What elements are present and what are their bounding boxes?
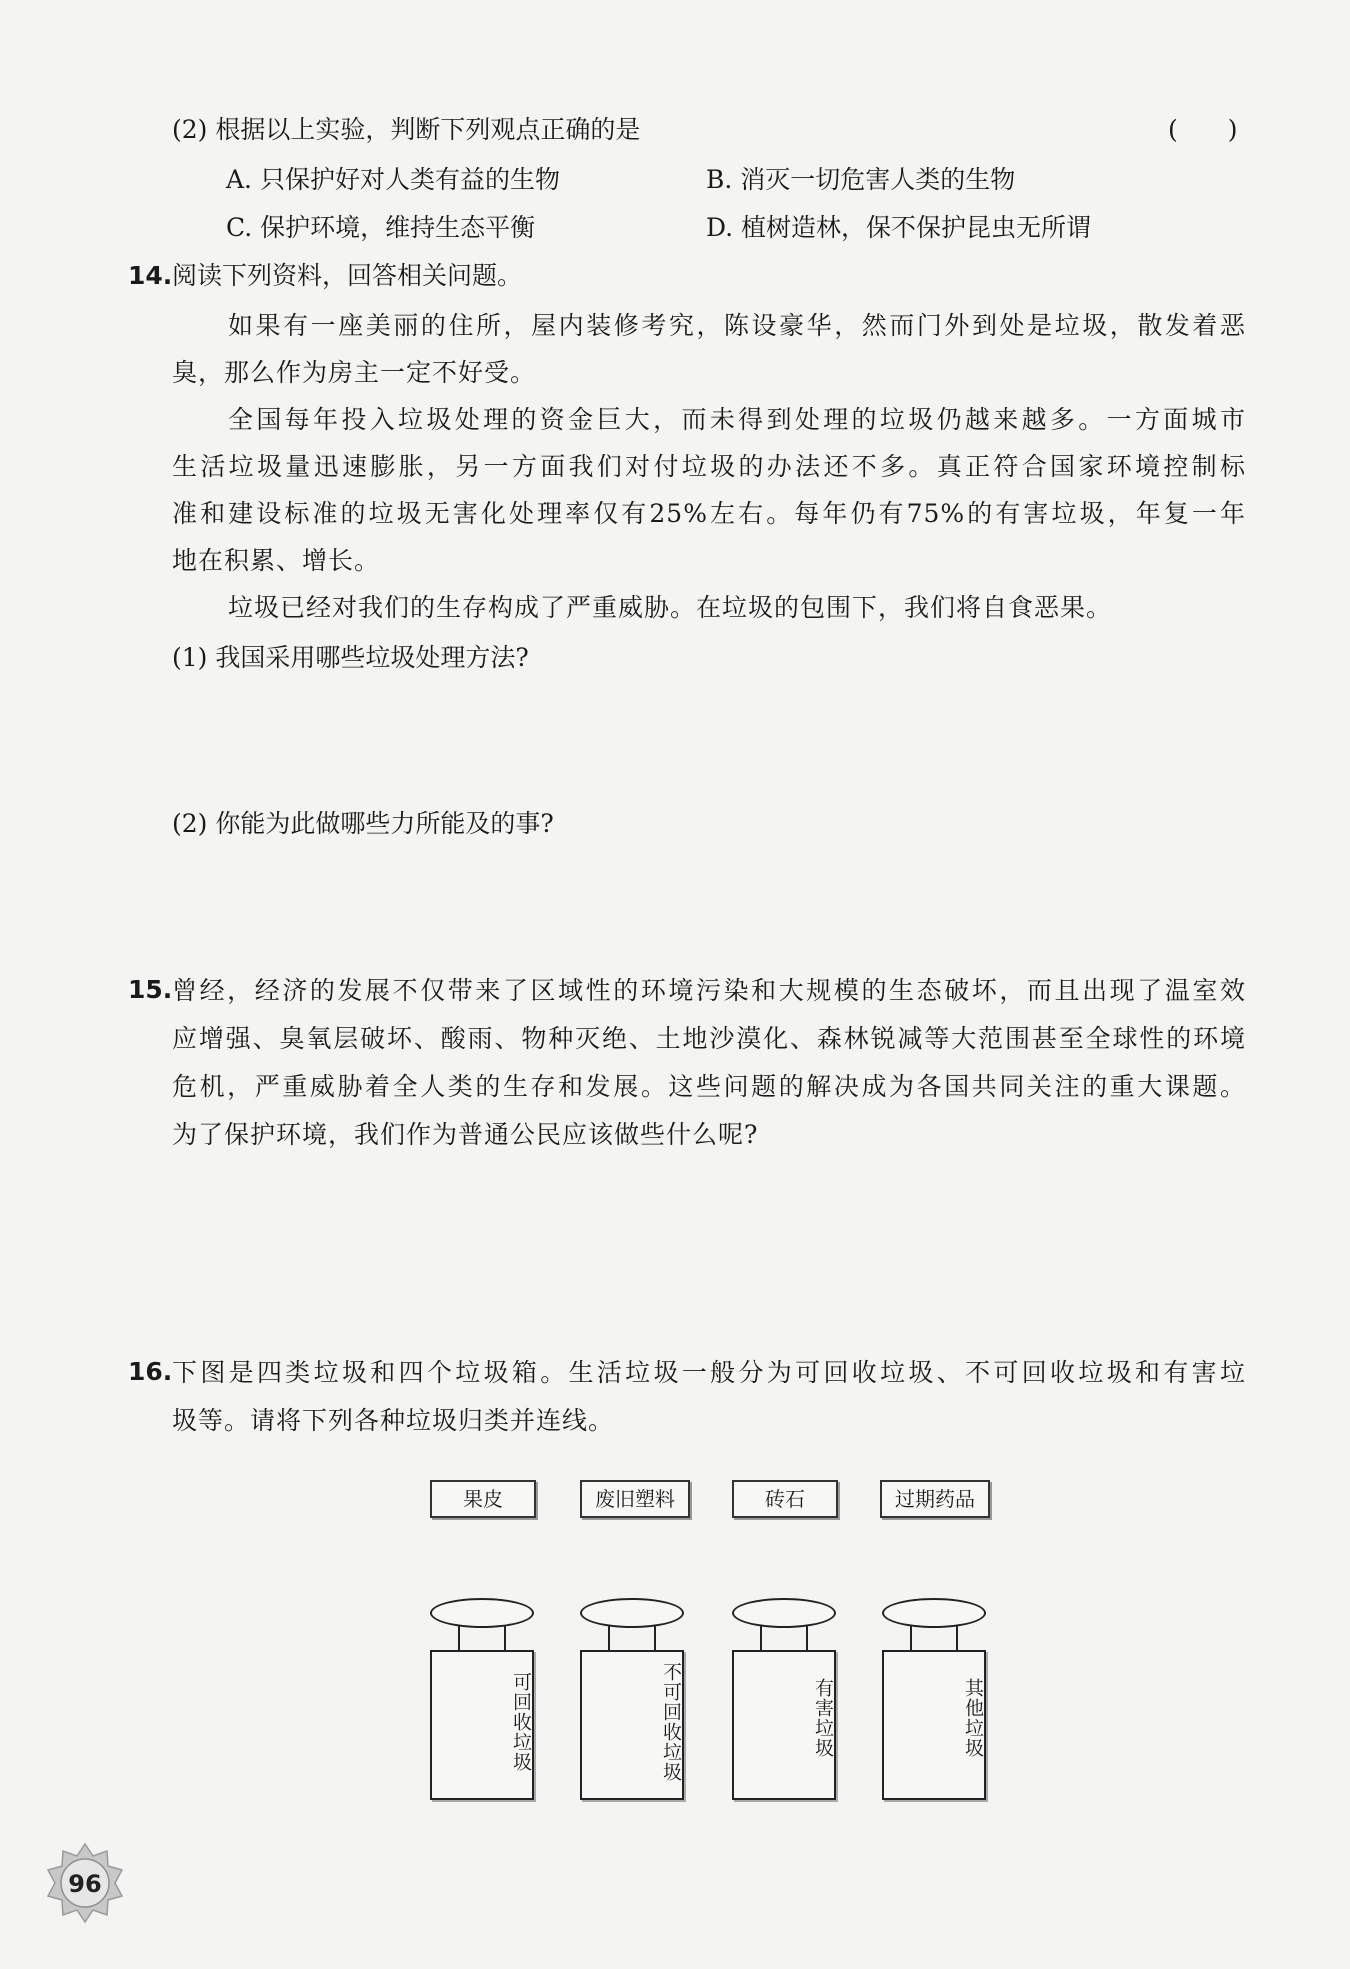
q15-line-1: 曾经，经济的发展不仅带来了区域性的环境污染和大规模的生态破坏，而且出现了温室效 xyxy=(172,976,1246,1005)
bin-label: 其他垃圾 xyxy=(962,1678,984,1758)
bin-label: 不可回收垃圾 xyxy=(660,1662,682,1782)
bin-lid xyxy=(732,1598,836,1628)
bin-recyclable[interactable] xyxy=(430,1598,534,1798)
q16-number: 16. xyxy=(128,1357,173,1386)
q13-option-b[interactable]: B. 消灭一切危害人类的生物 xyxy=(706,165,1016,194)
garbage-item-fruit-peel[interactable]: 果皮 xyxy=(430,1480,536,1518)
q14-material-paragraph-1 xyxy=(172,302,1246,396)
q14-material-paragraph-3 xyxy=(172,584,1246,631)
bin-body xyxy=(882,1650,986,1800)
bin-neck xyxy=(458,1626,506,1650)
bin-lid xyxy=(882,1598,986,1628)
garbage-item-bricks[interactable]: 砖石 xyxy=(732,1480,838,1518)
q15-line-3: 危机，严重威胁着全人类的生存和发展。这些问题的解决成为各国共同关注的重大课题。 xyxy=(172,1072,1246,1101)
q14-p3-line-1: 垃圾已经对我们的生存构成了严重威胁。在垃圾的包围下，我们将自食恶果。 xyxy=(228,593,1113,622)
q16-line-1: 下图是四类垃圾和四个垃圾箱。生活垃圾一般分为可回收垃圾、不可回收垃圾和有害垃 xyxy=(172,1358,1246,1387)
bin-body xyxy=(580,1650,684,1800)
bin-body xyxy=(430,1650,534,1800)
bin-other[interactable] xyxy=(882,1598,986,1798)
q14-p1-line-2: 臭，那么作为房主一定不好受。 xyxy=(172,358,537,387)
q14-p2-line-1: 全国每年投入垃圾处理的资金巨大，而未得到处理的垃圾仍越来越多。一方面城市 xyxy=(228,405,1246,434)
bin-lid xyxy=(580,1598,684,1628)
q15-number: 15. xyxy=(128,975,173,1004)
bin-neck xyxy=(910,1626,958,1650)
bin-hazardous[interactable] xyxy=(732,1598,836,1798)
bin-body xyxy=(732,1650,836,1800)
bin-non-recyclable[interactable] xyxy=(580,1598,684,1798)
q13-option-c[interactable]: C. 保护环境，维持生态平衡 xyxy=(226,213,536,242)
q15-text xyxy=(172,967,1246,1159)
q14-material-paragraph-2 xyxy=(172,396,1246,584)
bin-neck xyxy=(608,1626,656,1650)
q14-number: 14. xyxy=(128,261,173,290)
q14-p2-line-3: 准和建设标准的垃圾无害化处理率仅有25%左右。每年仍有75%的有害垃圾，年复一年 xyxy=(172,499,1246,528)
q13-answer-blank[interactable]: ( ) xyxy=(1168,115,1238,144)
q13-option-a[interactable]: A. 只保护好对人类有益的生物 xyxy=(226,165,560,194)
bin-label: 有害垃圾 xyxy=(812,1678,834,1758)
bin-label: 可回收垃圾 xyxy=(510,1672,532,1772)
q14-prompt: 阅读下列资料，回答相关问题。 xyxy=(172,261,523,290)
garbage-item-waste-plastic[interactable]: 废旧塑料 xyxy=(580,1480,690,1518)
bin-neck xyxy=(760,1626,808,1650)
q16-line-2: 圾等。请将下列各种垃圾归类并连线。 xyxy=(172,1406,615,1435)
q14-p1-line-1: 如果有一座美丽的住所，屋内装修考究，陈设豪华，然而门外到处是垃圾，散发着恶 xyxy=(228,311,1246,340)
bin-lid xyxy=(430,1598,534,1628)
page-number-badge xyxy=(44,1842,126,1924)
q13-part2-question: (2) 根据以上实验，判断下列观点正确的是 xyxy=(172,115,641,144)
garbage-item-expired-medicine[interactable]: 过期药品 xyxy=(880,1480,990,1518)
q13-option-d[interactable]: D. 植树造林，保不保护昆虫无所谓 xyxy=(706,213,1092,242)
q14-p2-line-4: 地在积累、增长。 xyxy=(172,546,381,575)
q16-text xyxy=(172,1349,1246,1445)
q14-subquestion-2: (2) 你能为此做哪些力所能及的事? xyxy=(172,809,554,838)
q14-subquestion-1: (1) 我国采用哪些垃圾处理方法? xyxy=(172,643,529,672)
q15-line-4: 为了保护环境，我们作为普通公民应该做些什么呢? xyxy=(172,1120,759,1149)
q14-p2-line-2: 生活垃圾量迅速膨胀，另一方面我们对付垃圾的办法还不多。真正符合国家环境控制标 xyxy=(172,452,1246,481)
page-number: 96 xyxy=(68,1870,102,1898)
q15-line-2: 应增强、臭氧层破坏、酸雨、物种灭绝、土地沙漠化、森林锐减等大范围甚至全球性的环境 xyxy=(172,1024,1246,1053)
